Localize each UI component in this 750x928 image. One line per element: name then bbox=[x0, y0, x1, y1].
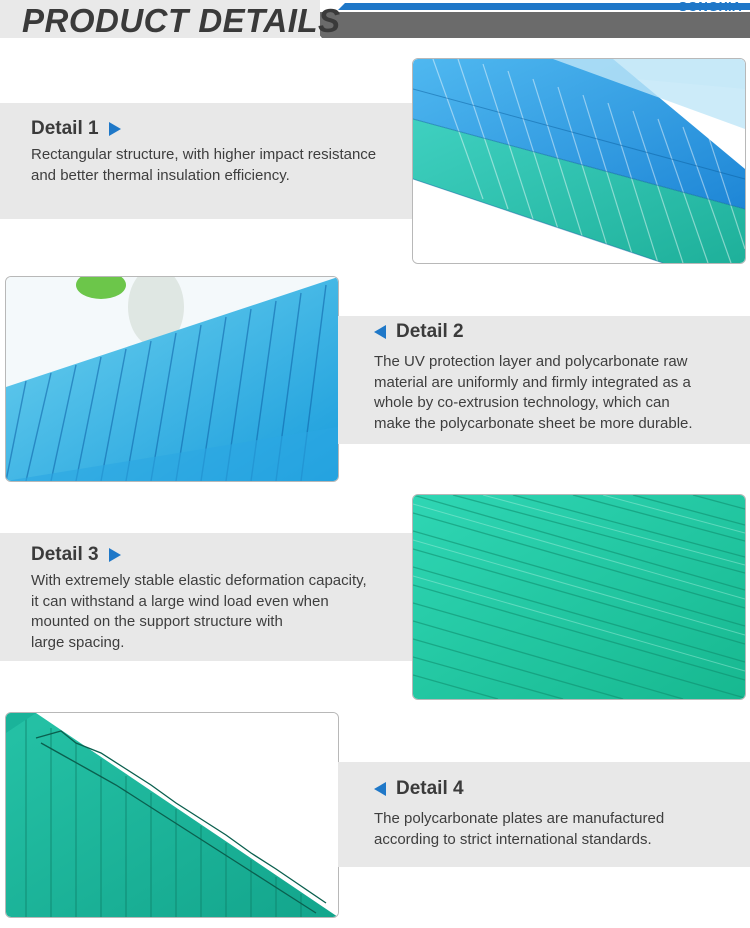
page-title: PRODUCT DETAILS bbox=[22, 2, 341, 39]
detail-1-title: Detail 1 bbox=[31, 118, 99, 139]
detail-1-heading bbox=[31, 118, 121, 140]
detail-2-line: make the polycarbonate sheet be more durable. bbox=[374, 414, 693, 432]
detail-4-title: Detail 4 bbox=[396, 778, 464, 799]
detail-4-line: The polycarbonate plates are manufactured bbox=[374, 810, 665, 827]
right-triangle-icon bbox=[109, 548, 121, 562]
detail-4-line: according to strict international standards. bbox=[374, 830, 652, 848]
detail-2-photo bbox=[5, 276, 339, 482]
detail-1-description bbox=[31, 145, 376, 186]
detail-2-line: whole by co-extrusion technology, which can bbox=[374, 394, 670, 411]
detail-3-title: Detail 3 bbox=[31, 544, 99, 565]
detail-4-photo bbox=[5, 712, 339, 918]
detail-4-description bbox=[374, 809, 664, 850]
detail-1-line: and better thermal insulation efficiency. bbox=[31, 166, 290, 184]
detail-2-line: The UV protection layer and polycarbonate raw bbox=[374, 353, 688, 370]
detail-2-heading bbox=[374, 321, 464, 343]
detail-3-line: it can withstand a large wind load even when bbox=[31, 592, 329, 610]
left-triangle-icon bbox=[374, 325, 386, 339]
brand-name: SONGXIA bbox=[678, 0, 742, 14]
header-gray-bar bbox=[300, 12, 750, 38]
detail-4-heading bbox=[374, 778, 464, 800]
detail-3-photo bbox=[412, 494, 746, 700]
detail-3-line: With extremely stable elastic deformation capacity, bbox=[31, 572, 367, 589]
detail-3-heading bbox=[31, 544, 121, 566]
detail-1-photo bbox=[412, 58, 746, 264]
detail-2-description bbox=[374, 352, 693, 434]
page-header bbox=[0, 0, 750, 44]
detail-1-line: Rectangular structure, with higher impact resistance bbox=[31, 146, 377, 163]
left-triangle-icon bbox=[374, 782, 386, 796]
right-triangle-icon bbox=[109, 122, 121, 136]
detail-2-line: material are uniformly and firmly integrated as a bbox=[374, 373, 691, 391]
detail-3-line: large spacing. bbox=[31, 633, 125, 651]
detail-3-description bbox=[31, 571, 367, 653]
detail-2-title: Detail 2 bbox=[396, 321, 464, 342]
detail-3-line: mounted on the support structure with bbox=[31, 613, 283, 630]
